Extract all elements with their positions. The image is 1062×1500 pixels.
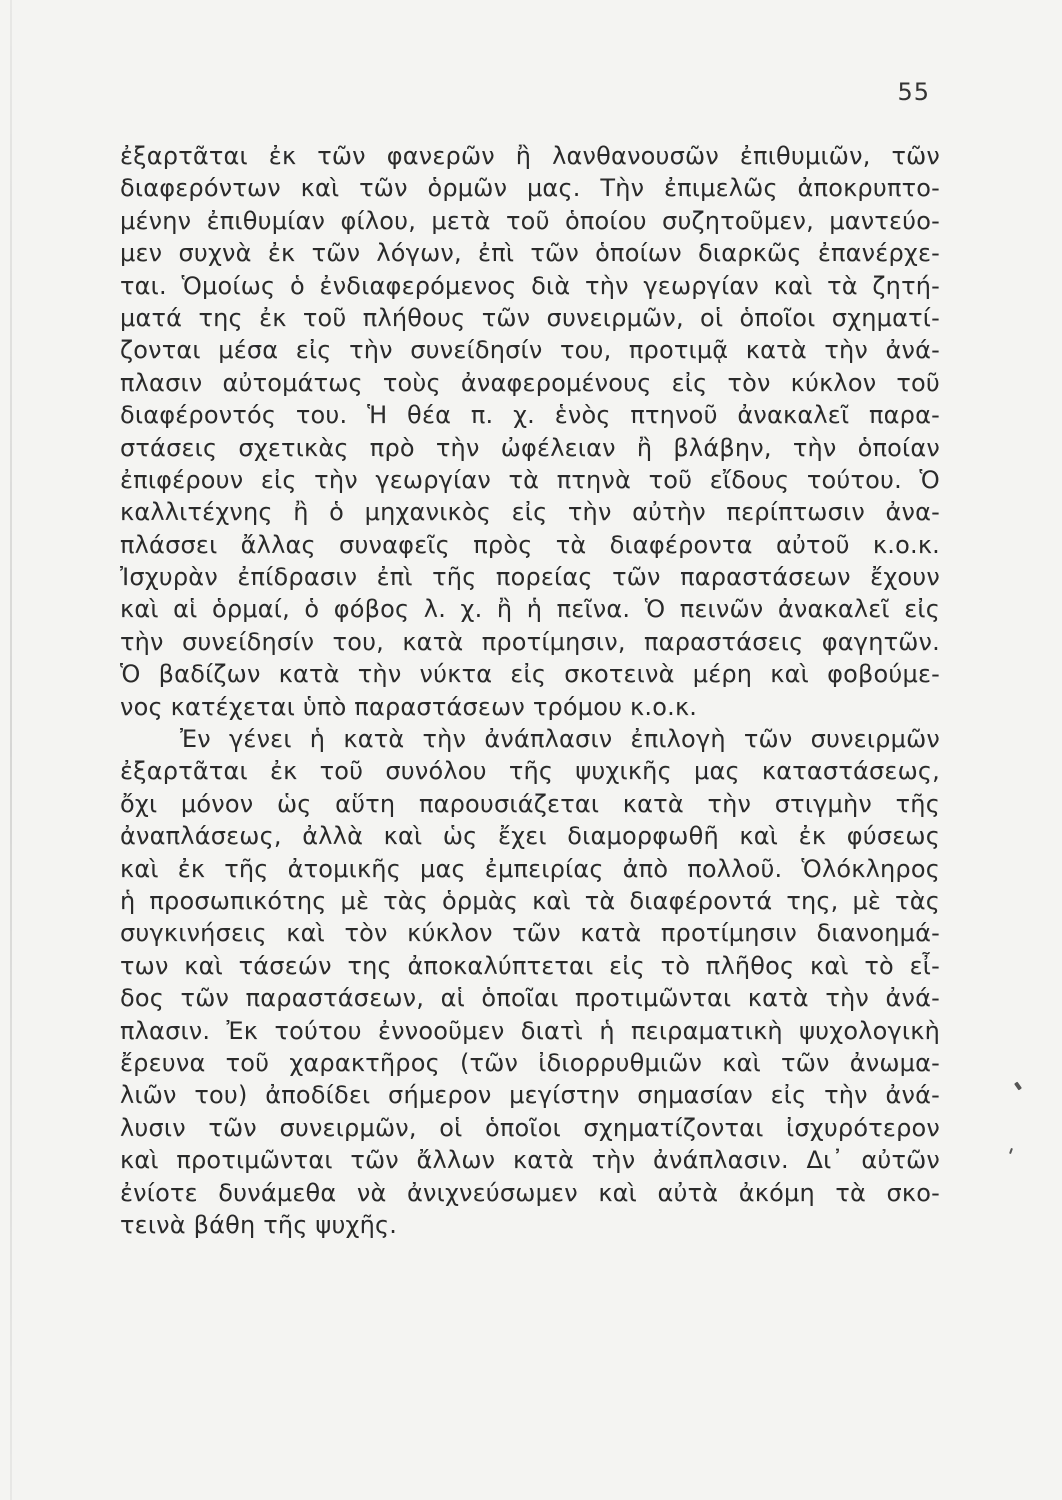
text-line: διαφερόντων καὶ τῶν ὁρμῶν μας. Τὴν ἐπιμελῶς ἀποκρυπτο- [120, 174, 940, 203]
text-line: δος τῶν παραστάσεων, αἱ ὁποῖαι προτιμῶνται κατὰ τὴν ἀνά- [120, 984, 940, 1013]
text-line: μένην ἐπιθυμίαν φίλου, μετὰ τοῦ ὁποίου συζητοῦμεν, μαντεύο- [120, 206, 940, 235]
text-line: διαφέροντός του. Ἡ θέα π. χ. ἑνὸς πτηνοῦ ἀνακαλεῖ παρα- [120, 401, 940, 430]
text-line: Ὁ βαδίζων κατὰ τὴν νύκτα εἰς σκοτεινὰ μέρη καὶ φοβούμε- [120, 660, 940, 689]
text-line: καὶ προτιμῶνται τῶν ἄλλων κατὰ τὴν ἀνάπλασιν. Δι᾽ αὐτῶν [120, 1146, 940, 1175]
text-line: στάσεις σχετικὰς πρὸ τὴν ὠφέλειαν ἢ βλάβην, τὴν ὁποίαν [120, 433, 940, 462]
text-line: λιῶν του) ἀποδίδει σήμερον μεγίστην σημασίαν εἰς τὴν ἀνά- [120, 1081, 940, 1110]
text-line: ται. Ὁμοίως ὁ ἐνδιαφερόμενος διὰ τὴν γεωργίαν καὶ τὰ ζητή- [120, 271, 940, 300]
text-line: ματά της ἐκ τοῦ πλήθους τῶν συνειρμῶν, οἱ ὁποῖοι σχηματί- [120, 303, 940, 332]
text-line: Ἐν γένει ἡ κατὰ τὴν ἀνάπλασιν ἐπιλογὴ τῶν συνειρμῶν [180, 725, 940, 754]
text-line: καλλιτέχνης ἢ ὁ μηχανικὸς εἰς τὴν αὐτὴν περίπτωσιν ἀνα- [120, 498, 940, 527]
text-line: ἐπιφέρουν εἰς τὴν γεωργίαν τὰ πτηνὰ τοῦ εἴδους τούτου. Ὁ [120, 465, 940, 494]
text-line: καὶ αἱ ὁρμαί, ὁ φόβος λ. χ. ἢ ἡ πεῖνα. Ὁ πεινῶν ἀνακαλεῖ εἰς [120, 595, 940, 624]
text-line: ἡ προσωπικότης μὲ τὰς ὁρμὰς καὶ τὰ διαφέροντά της, μὲ τὰς [120, 886, 940, 915]
scan-speck [1009, 1148, 1013, 1154]
text-line: νος κατέχεται ὑπὸ παραστάσεων τρόμου κ.ο.κ. [120, 692, 698, 721]
text-line: τὴν συνείδησίν του, κατὰ προτίμησιν, παραστάσεις φαγητῶν. [120, 627, 940, 656]
text-line: ἔρευνα τοῦ χαρακτῆρος (τῶν ἰδιορρυθμιῶν καὶ τῶν ἀνωμα- [120, 1048, 940, 1077]
page-number: 55 [897, 78, 930, 106]
text-line: Ἰσχυρὰν ἐπίδρασιν ἐπὶ τῆς πορείας τῶν παραστάσεων ἔχουν [120, 563, 940, 592]
text-line: πλάσσει ἄλλας συναφεῖς πρὸς τὰ διαφέροντα αὐτοῦ κ.ο.κ. [120, 530, 940, 559]
text-line: πλασιν. Ἐκ τούτου ἐννοοῦμεν διατὶ ἡ πειραματικὴ ψυχολογικὴ [120, 1016, 940, 1045]
text-line: των καὶ τάσεών της ἀποκαλύπτεται εἰς τὸ πλῆθος καὶ τὸ εἶ- [120, 951, 940, 980]
text-line: μεν συχνὰ ἐκ τῶν λόγων, ἐπὶ τῶν ὁποίων διαρκῶς ἐπανέρχε- [120, 239, 940, 268]
text-line: συγκινήσεις καὶ τὸν κύκλον τῶν κατὰ προτίμησιν διανοημά- [120, 919, 940, 948]
text-line: πλασιν αὐτομάτως τοὺς ἀναφερομένους εἰς τὸν κύκλον τοῦ [120, 368, 940, 397]
text-line: ὄχι μόνον ὡς αὕτη παρουσιάζεται κατὰ τὴν στιγμὴν τῆς [120, 789, 940, 818]
text-line: ἐνίοτε δυνάμεθα νὰ ἀνιχνεύσωμεν καὶ αὐτὰ ἀκόμη τὰ σκο- [120, 1178, 940, 1207]
text-line: τεινὰ βάθη τῆς ψυχῆς. [120, 1210, 398, 1239]
text-line: ἀναπλάσεως, ἀλλὰ καὶ ὡς ἔχει διαμορφωθῆ καὶ ἐκ φύσεως [120, 822, 940, 851]
text-line: ἐξαρτᾶται ἐκ τοῦ συνόλου τῆς ψυχικῆς μας καταστάσεως, [120, 757, 940, 786]
page-edge-shadow [10, 0, 12, 1500]
scan-speck [1014, 1082, 1022, 1091]
text-line: ἐξαρτᾶται ἐκ τῶν φανερῶν ἢ λανθανουσῶν ἐπιθυμιῶν, τῶν [120, 142, 940, 170]
text-line: καὶ ἐκ τῆς ἀτομικῆς μας ἐμπειρίας ἀπὸ πολλοῦ. Ὁλόκληρος [120, 854, 940, 883]
text-line: λυσιν τῶν συνειρμῶν, οἱ ὁποῖοι σχηματίζονται ἰσχυρότερον [120, 1113, 940, 1142]
body-text [120, 140, 940, 1241]
text-line: ζονται μέσα εἰς τὴν συνείδησίν του, προτιμᾷ κατὰ τὴν ἀνά- [120, 336, 940, 365]
